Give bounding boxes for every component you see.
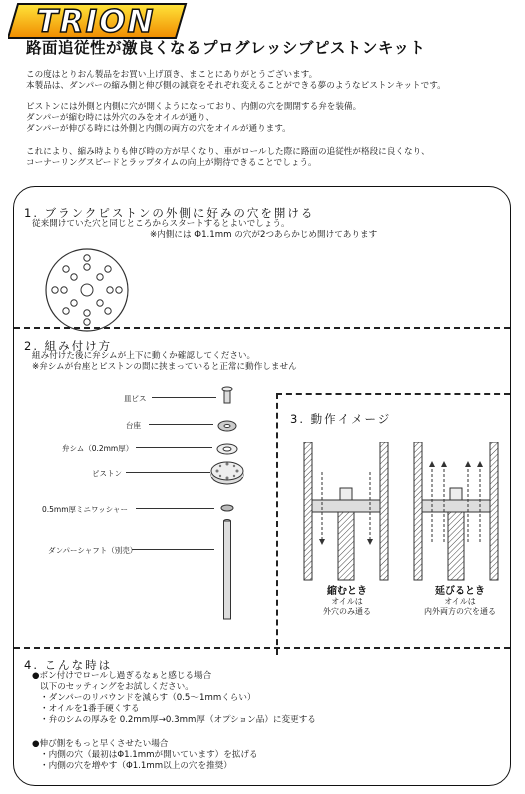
compress-sub2: 外穴のみ通る: [323, 607, 371, 616]
section4-line-8: ・内側の穴を増やす（Φ1.1mm以上の穴を推奨）: [40, 761, 232, 771]
intro-line-4: ダンパーが縮む時には外穴のみをオイルが通り、: [26, 113, 215, 123]
logo-text: TRION: [36, 4, 156, 40]
intro-line-2: 本製品は、ダンパーの縮み側と伸び側の減衰をそれぞれ変えることができる夢のようなピストンキットです。: [26, 81, 446, 91]
section4-line-6: ●伸び側をもっと早くさせたい場合: [32, 739, 169, 749]
section4-line-3: ・ダンパーのリバウンドを減らす（0.5～1mmくらい）: [40, 693, 256, 703]
section1-heading: 1. ブランクピストンの外側に好みの穴を開ける: [24, 206, 315, 220]
section2-heading: 2. 組み付け方: [24, 339, 113, 353]
intro-line-6: これにより、縮み時よりも伸び時の方が早くなり、車がロールした際に路面の追従性が格段に良くなり、: [26, 147, 430, 157]
section3-heading: 3. 動作イメージ: [290, 412, 392, 426]
compress-sub1: オイルは: [331, 597, 363, 606]
part-label-shaft: ダンパーシャフト（別売）: [48, 546, 138, 555]
compress-title: 縮むとき: [327, 586, 367, 597]
part-label-washer: 0.5mm厚ミニワッシャー: [42, 505, 129, 514]
part-label-seat: 台座: [126, 421, 141, 430]
blank-piston-diagram: [44, 247, 130, 333]
intro-line-5: ダンパーが伸びる時には外側と内側の両方の穴をオイルが通ります。: [26, 124, 291, 134]
section4-heading: 4. こんな時は: [24, 658, 113, 672]
part-label-valve-shim: 弁シム（0.2mm厚）: [62, 444, 134, 453]
part-label-screw: 皿ビス: [124, 394, 147, 403]
section1-text2: ※内側には Φ1.1mm の穴が2つあらかじめ開けてあります: [150, 230, 378, 240]
section4-line-2: 以下のセッティングをお試しください。: [40, 682, 194, 692]
section4-line-7: ・内側の穴（最初はΦ1.1mmが開いています）を拡げる: [40, 750, 258, 760]
intro-line-3: ピストンには外側と内側に穴が開くようになっており、内側の穴を開閉する弁を装備。: [26, 102, 362, 112]
page-title: 路面追従性が激良くなるプログレッシブピストンキット: [26, 39, 426, 57]
part-label-piston: ピストン: [92, 469, 122, 478]
extend-sub2: 内外両方の穴を通る: [424, 607, 496, 616]
section4-line-1: ●ボン付けでロールし過ぎるなぁと感じる場合: [32, 671, 212, 681]
instruction-frame: [13, 186, 511, 786]
divider-1: [14, 327, 510, 329]
section2-text2: ※弁シムが台座とピストンの間に挟まっていると正常に動作しません: [32, 362, 297, 372]
intro-line-1: この度はとりおん製品をお買い上げ頂き、まことにありがとうございます。: [26, 70, 318, 80]
extend-title: 延びるとき: [435, 586, 485, 597]
section4-line-5: ・弁のシムの厚みを 0.2mm厚→0.3mm厚（オプション品）に変更する: [40, 715, 316, 725]
extend-sub1: オイルは: [444, 597, 476, 606]
assembly-parts-diagram: [210, 383, 244, 623]
section1-text1: 従来開けていた穴と同じところからスタートするとよいでしょう。: [32, 219, 290, 229]
section4-line-4: ・オイルを1番手硬くする: [40, 704, 140, 714]
intro-line-7: コーナーリングスピードとラップタイムの向上が期待できることでしょう。: [26, 158, 317, 168]
section2-text1: 組み付けた後に弁シムが上下に動くか確認してください。: [32, 351, 256, 361]
divider-2: [14, 647, 510, 649]
operation-diagram: [300, 442, 500, 582]
